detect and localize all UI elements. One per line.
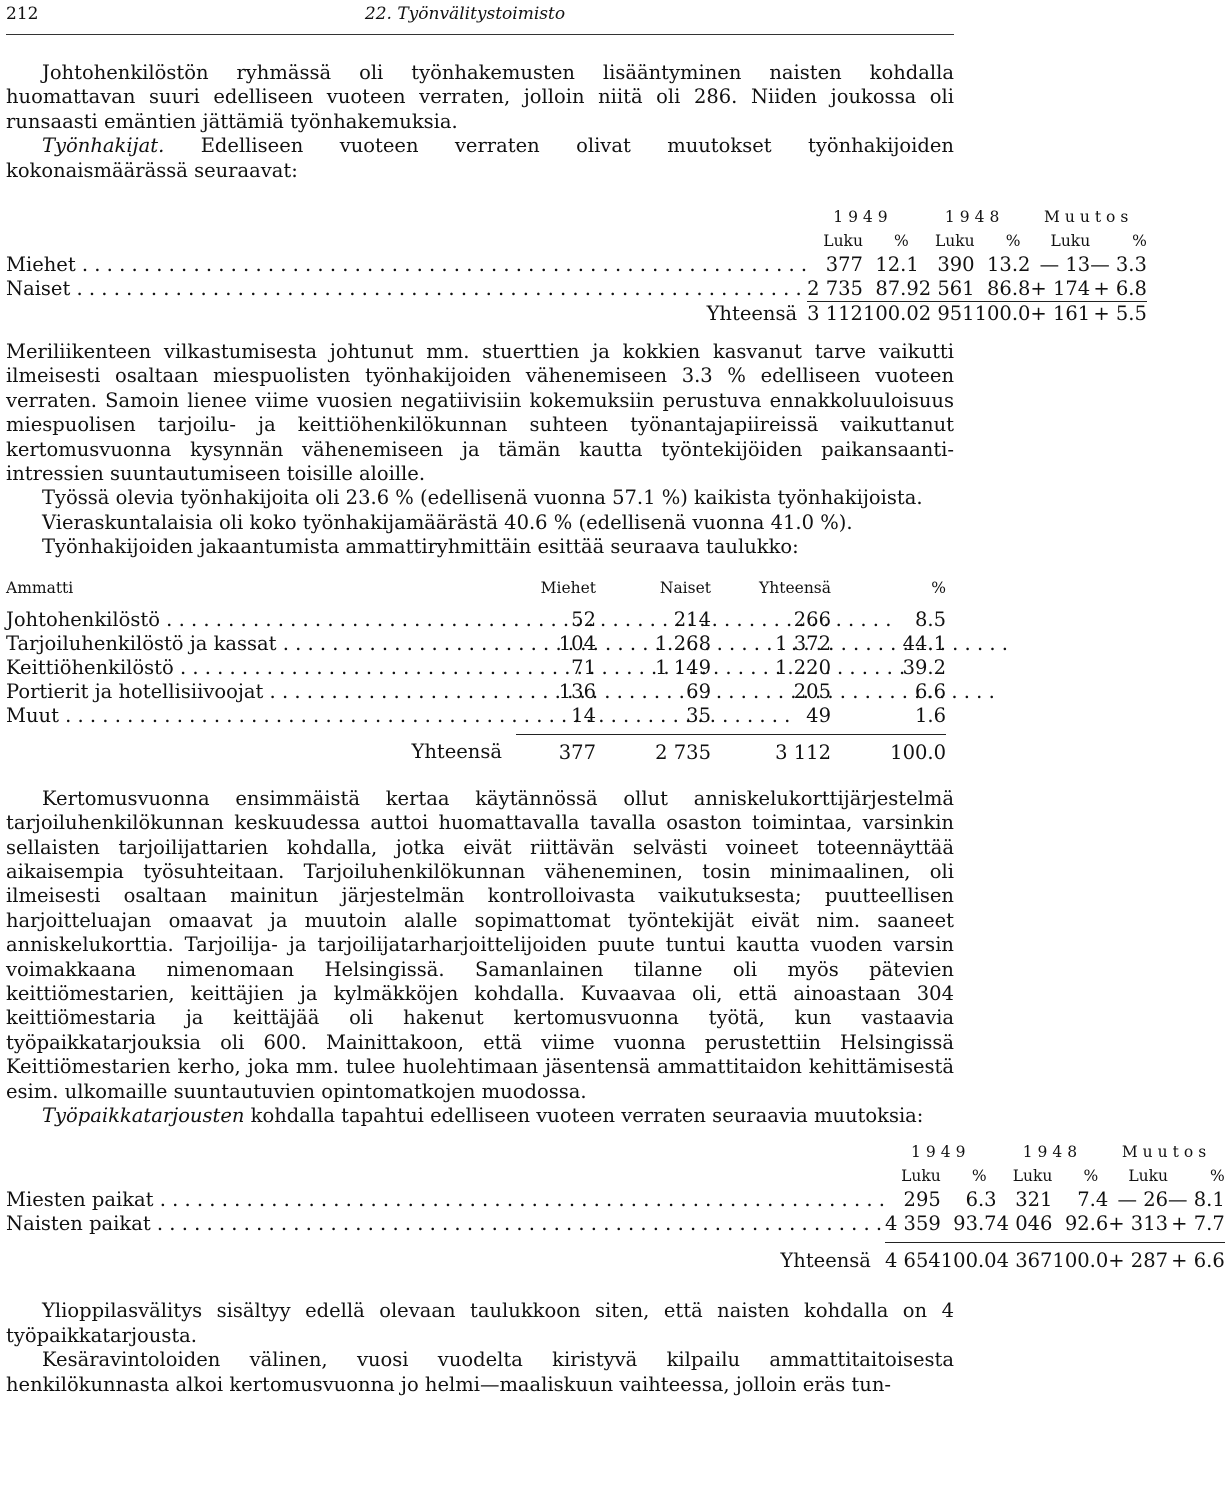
sub-header: Luku <box>823 232 863 251</box>
col-header: Ammatti <box>6 578 74 597</box>
paragraph-6: Työnhakijoiden jakaantumista ammattiryhmittäin esittää seuraava taulukko: <box>42 535 799 559</box>
cell: 14 <box>571 703 596 727</box>
cell: 1 149 <box>655 655 711 679</box>
paragraph-2 <box>6 134 954 183</box>
cell: 4 654 <box>885 1243 941 1274</box>
group-muutos: Muutos <box>1043 208 1134 227</box>
cell: 100.0 <box>974 302 1031 326</box>
sub-header: % <box>1210 1167 1225 1186</box>
cell: + 287 <box>1108 1243 1168 1274</box>
cell: 12.1 <box>875 253 919 277</box>
sub-header: Luku <box>901 1167 941 1186</box>
cell: 4 046 <box>996 1212 1053 1236</box>
table-group-header <box>6 1140 1225 1164</box>
paragraph-1: Johtohenkilöstön ryhmässä oli työnhakemusten lisääntyminen naisten kohdalla huomattavan suuri edelliseen vuoteen verraten, jolloin niitä oli 286. Niiden joukossa oli runsaasti emäntien jättämiä työnhakemuksia. <box>6 61 954 133</box>
sub-header: % <box>971 1167 987 1186</box>
cell: 136 <box>558 679 596 703</box>
sub-header: Luku <box>1012 1167 1053 1186</box>
cell: 52 <box>571 607 596 631</box>
cell: 49 <box>806 703 831 727</box>
cell: — 13 <box>1039 253 1091 277</box>
col-header: Yhteensä <box>759 578 831 597</box>
cell: 1.6 <box>914 703 946 727</box>
cell: 1 372 <box>775 631 831 655</box>
cell: 13.2 <box>987 253 1031 277</box>
table-row <box>6 632 946 656</box>
cell: 100.0 <box>941 1243 997 1274</box>
cell: — 26 <box>1117 1188 1169 1212</box>
cell: 2 561 <box>918 277 975 301</box>
cell: 1 268 <box>655 631 711 655</box>
cell: — 8.1 <box>1168 1188 1225 1212</box>
document-page <box>6 4 1225 1397</box>
cell: 4 359 <box>884 1212 941 1236</box>
total-label: Yhteensä <box>780 1249 871 1273</box>
paragraph-4: Työssä olevia työnhakijoita oli 23.6 % (edellisenä vuonna 57.1 %) kaikista työnhakijoista. <box>42 486 923 510</box>
cell: 71 <box>571 655 596 679</box>
page-number: 212 <box>6 4 39 24</box>
cell: 87.9 <box>875 277 919 301</box>
paragraph-7: Kertomusvuonna ensimmäistä kertaa käytännössä ollut anniskelukorttijärjestelmä tarjoiluhenkilökunnan keskuudessa auttoi huomattavalla tavalla osaston toimintaa, varsinkin sellaisten tarjoilijattarien kohdalla, jotka eivät riittävän selvästi voineet toteennäyttää aikaisempia työsuhteitaan. Tarjoiluhenkilökunnan väheneminen, tosin minimaalinen, oli ilmeisesti osaltaan mainitun järjestelmän kontrolloivasta vaikutuksesta; puutteellisen harjoitteluajan omaavat ja muutoin alalle sopimattomat työntekijät eivät nim. saaneet anniskelukorttia. Tarjoilija- ja tarjoilijatarharjoittelijoiden puute tuntui kautta vuoden varsin voimakkaana nimenomaan Helsingissä. Samanlainen tilanne oli myös pätevien keittiömestarien, keittäjien ja kylmäkköjen kohdalla. Kuvaavaa oli, että ainoastaan 304 keittiömestaria ja keittäjää oli hakenut kertomusvuonna työtä, kun vastaavia työpaikkatarjouksia oli 600. Mainittakoon, että viime vuonna perustettiin Helsingissä Keittiömestarien kerho, joka mm. tulee huolehtimaan jäsentensä ammattitaidon kehittämisestä esim. ulkomaille suuntautuvien opintomatkojen muodossa. <box>6 786 954 1103</box>
row-label: Keittiöhenkilöstö . . . <box>6 656 516 680</box>
table-row <box>6 1188 1225 1212</box>
cell: 86.8 <box>987 277 1031 301</box>
cell: + 6.6 <box>1168 1243 1225 1274</box>
sub-header: Luku <box>1050 232 1091 251</box>
cell: 205 <box>793 679 831 703</box>
paragraph-10: Kesäravintoloiden välinen, vuosi vuodelta kiristyvä kilpailu ammattitaitoisesta henkilökunnasta alkoi kertomusvuonna jo helmi—maaliskuun vaihteessa, jolloin eräs tun- <box>6 1348 954 1396</box>
table-total-row <box>6 734 946 765</box>
job-offers-table <box>6 1140 1225 1273</box>
row-label: Naiset . . . <box>6 277 807 302</box>
cell: — 3.3 <box>1090 253 1147 277</box>
running-title: 22. Työnvälitystoimisto <box>364 4 566 24</box>
cell: 6.6 <box>914 679 946 703</box>
cell: 214 <box>673 607 711 631</box>
group-1949: 1949 <box>833 208 893 227</box>
col-header: Miehet <box>540 578 596 597</box>
paragraph-9: Ylioppilasvälitys sisältyy edellä olevaan taulukkoon siten, että naisten kohdalla on 4 työpaikkatarjousta. <box>6 1299 954 1347</box>
col-header: % <box>931 578 946 597</box>
row-label: Muut . . . <box>6 704 516 728</box>
cell: 2 951 <box>918 302 975 326</box>
cell: 390 <box>937 253 975 277</box>
sub-header: Luku <box>934 232 975 251</box>
group-1949: 1949 <box>911 1143 971 1162</box>
page-header <box>6 4 954 35</box>
paragraph-8-lead: Työpaikkatarjousten <box>42 1103 245 1127</box>
table-sub-header <box>6 1164 1225 1188</box>
table-row <box>6 277 1147 302</box>
table-total-row <box>6 1243 1225 1274</box>
cell: + 7.7 <box>1171 1212 1225 1236</box>
table-header <box>6 576 946 600</box>
table-row <box>6 680 946 704</box>
sub-header: Luku <box>1128 1167 1169 1186</box>
cell: 69 <box>686 679 711 703</box>
cell: 104 <box>558 631 596 655</box>
cell: 100.0 <box>1052 1243 1108 1274</box>
cell: 3 112 <box>807 302 863 326</box>
table-row <box>6 656 946 680</box>
cell: 295 <box>903 1188 941 1212</box>
cell: 2 735 <box>807 277 863 301</box>
sub-header: % <box>1083 1167 1099 1186</box>
table-row <box>6 1212 1225 1236</box>
cell: 377 <box>825 253 863 277</box>
table-group-header <box>6 205 1147 229</box>
row-label: Miehet . . . <box>6 253 807 277</box>
cell: 8.5 <box>914 607 946 631</box>
total-label: Yhteensä <box>411 740 502 764</box>
cell: 1 220 <box>775 655 831 679</box>
paragraph-2-lead: Työnhakijat. <box>42 134 165 158</box>
cell: + 313 <box>1108 1212 1169 1236</box>
sub-header: % <box>1005 232 1021 251</box>
table-row <box>6 253 1147 277</box>
row-label: Miesten paikat . . . <box>6 1188 885 1212</box>
occupation-table <box>6 576 946 765</box>
cell: + 161 <box>1030 302 1091 326</box>
row-label: Johtohenkilöstö . . . <box>6 608 516 632</box>
group-muutos: Muutos <box>1121 1143 1212 1162</box>
cell: 100.0 <box>831 734 946 765</box>
cell: + 6.8 <box>1093 277 1147 301</box>
table-total-row <box>6 302 1147 327</box>
group-1948: 1948 <box>1022 1143 1083 1162</box>
col-header: Naiset <box>659 578 711 597</box>
paragraph-3: Meriliikenteen vilkastumisesta johtunut mm. stuerttien ja kokkien kasvanut tarve vaikutti ilmeisesti osaltaan miespuolisten työnhakijoiden vähenemiseen 3.3 % edelliseen vuoteen verraten. Samoin lienee viime vuosien negatiivisiin kokemuksiin perustuva ennakkoluuloisuus miespuolisen tarjoilu- ja keittiöhenkilökunnan suhteen työnantajapiireissä vaikuttanut kertomusvuonna kysynnän vähenemiseen ja tämän kautta työntekijöiden paikansaanti-intressien suuntautumiseen toisille aloille. <box>6 340 954 486</box>
paragraph-2-text: Edelliseen vuoteen verraten olivat muutokset työnhakijoiden kokonaismäärässä seuraavat: <box>6 134 954 182</box>
cell: 266 <box>793 607 831 631</box>
cell: 6.3 <box>965 1188 997 1212</box>
cell: + 5.5 <box>1090 302 1147 327</box>
cell: 100.0 <box>862 302 919 326</box>
cell: 93.7 <box>953 1212 997 1236</box>
cell: 7.4 <box>1077 1188 1109 1212</box>
paragraph-8 <box>6 1104 954 1128</box>
paragraph-5: Vieraskuntalaisia oli koko työnhakijamäärästä 40.6 % (edellisenä vuonna 41.0 %). <box>42 510 853 534</box>
cell: 4 367 <box>997 1243 1053 1274</box>
table-sub-header <box>6 229 1147 253</box>
cell: + 174 <box>1030 277 1091 301</box>
cell: 321 <box>1015 1188 1053 1212</box>
cell: 39.2 <box>902 655 946 679</box>
table-row <box>6 608 946 632</box>
group-1948: 1948 <box>944 208 1005 227</box>
row-label: Portierit ja hotellisiivoojat . . . <box>6 680 516 704</box>
cell: 92.6 <box>1064 1212 1109 1236</box>
cell: 377 <box>516 734 596 765</box>
sub-header: % <box>1132 232 1147 251</box>
applicants-table <box>6 205 1147 326</box>
cell: 3 112 <box>711 734 831 765</box>
total-label: Yhteensä <box>706 301 798 325</box>
cell: 2 735 <box>596 734 711 765</box>
row-label: Naisten paikat . . . <box>6 1212 885 1236</box>
row-label: Tarjoiluhenkilöstö ja kassat . . . <box>6 632 516 656</box>
sub-header: % <box>894 232 909 251</box>
paragraph-8-text: kohdalla tapahtui edelliseen vuoteen verraten seuraavia muutoksia: <box>250 1103 924 1127</box>
cell: 35 <box>686 703 711 727</box>
cell: 44.1 <box>902 631 946 655</box>
table-row <box>6 704 946 728</box>
